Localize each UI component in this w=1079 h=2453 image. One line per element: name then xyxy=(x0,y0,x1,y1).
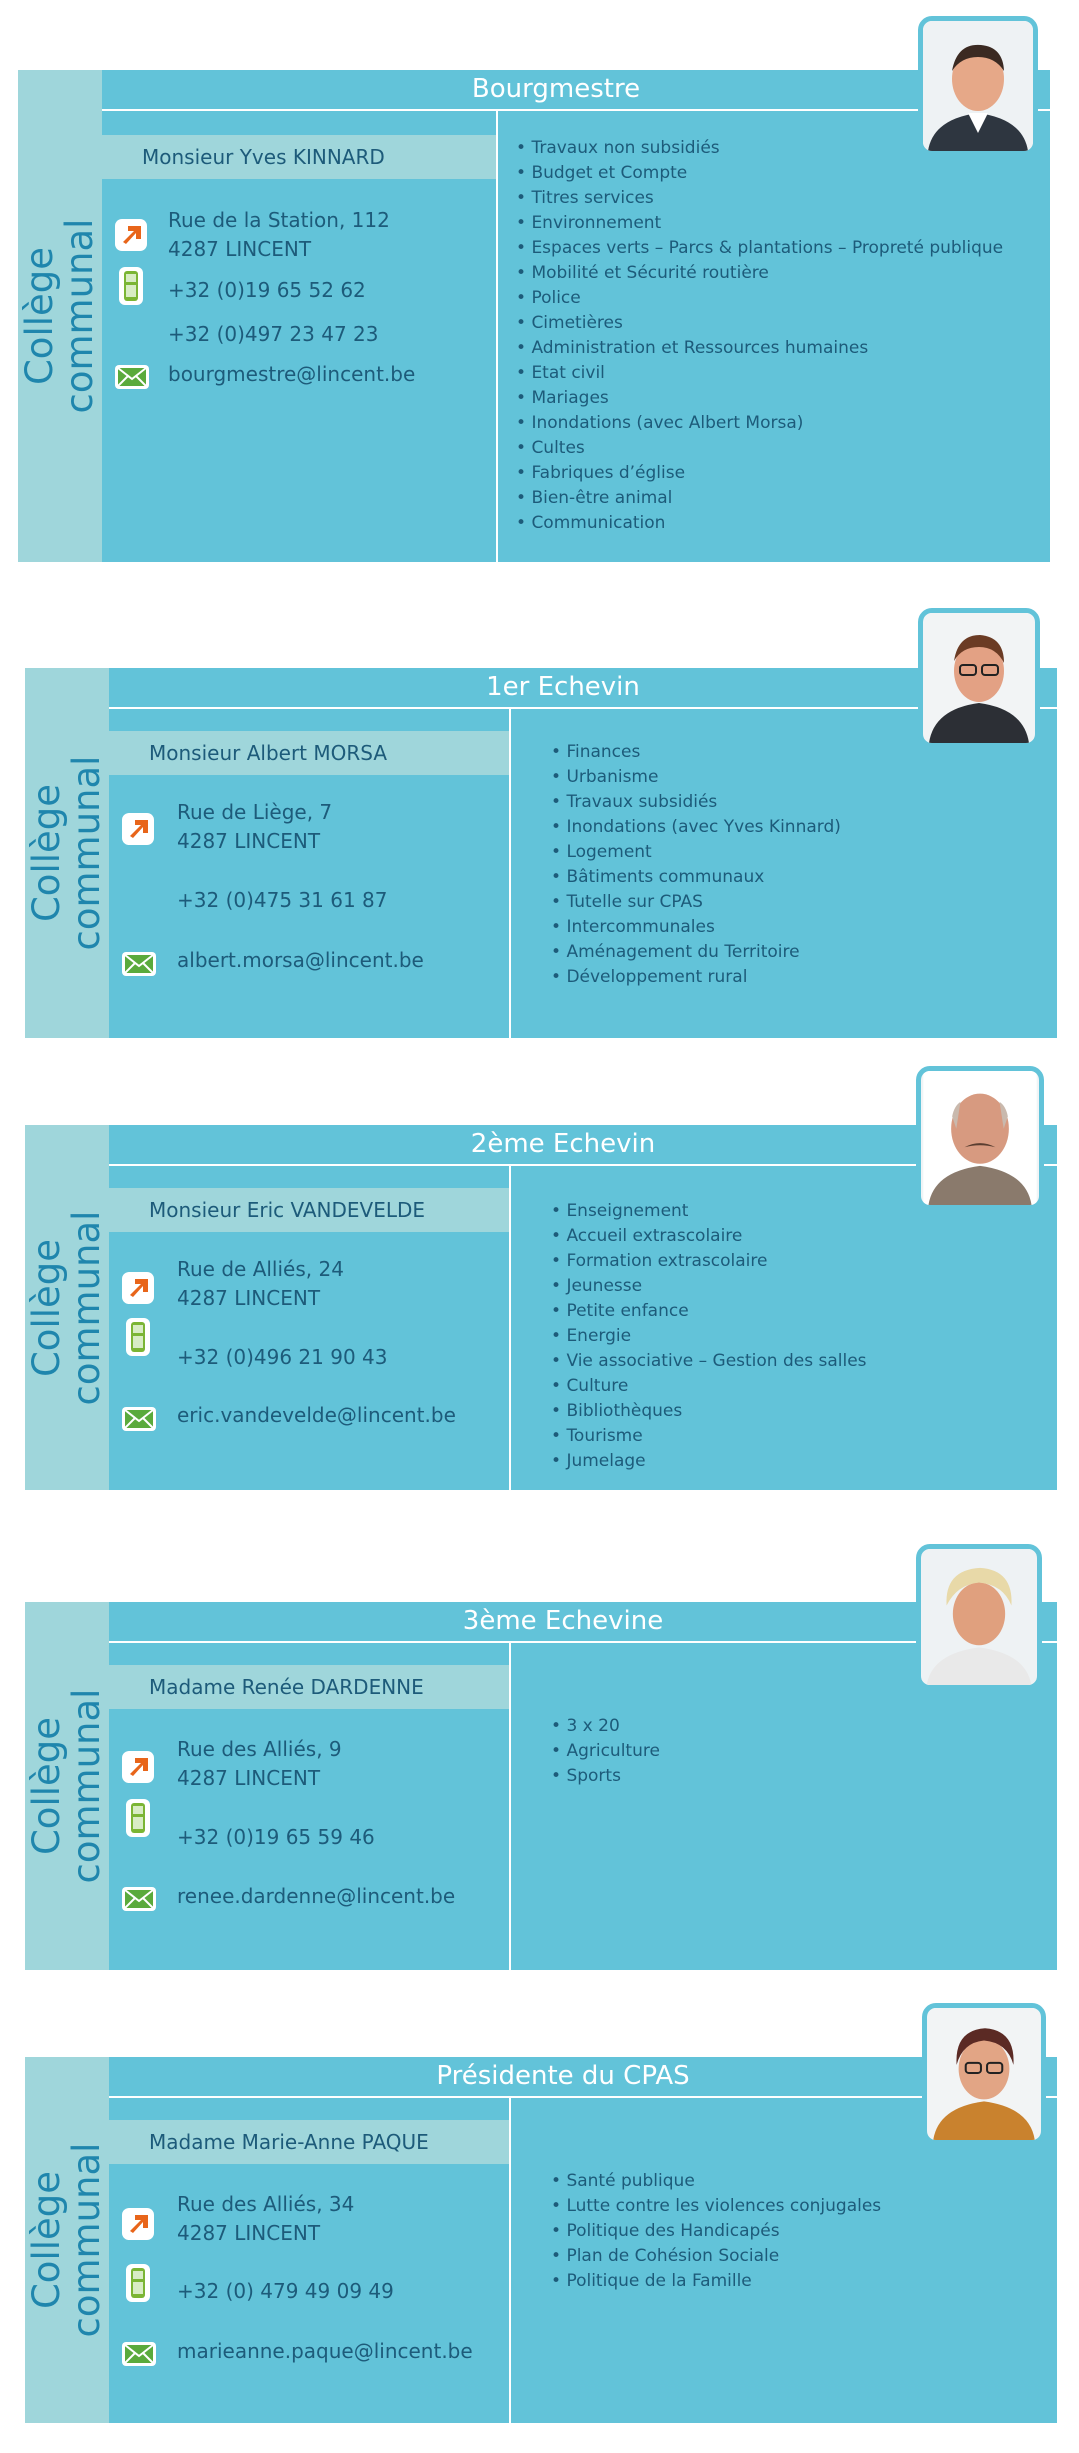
side-label: Collège communal xyxy=(25,1688,108,1884)
email-link[interactable]: bourgmestre@lincent.be xyxy=(168,362,416,386)
email-link[interactable]: albert.morsa@lincent.be xyxy=(177,948,424,972)
list-item: • Travaux non subsidiés xyxy=(516,136,1003,161)
list-item: • Communication xyxy=(516,511,1003,536)
address-line-2: 4287 LINCENT xyxy=(177,1286,321,1310)
list-item: • Titres services xyxy=(516,186,1003,211)
list-item: • Intercommunales xyxy=(551,915,841,940)
card-presidente-cpas xyxy=(25,2057,1057,2423)
list-item: • Vie associative – Gestion des salles xyxy=(551,1349,867,1374)
list-item: • Politique des Handicapés xyxy=(551,2219,881,2244)
mobile-phone-icon xyxy=(118,266,144,306)
address-line-2: 4287 LINCENT xyxy=(177,2221,321,2245)
phone-number[interactable]: +32 (0)19 65 59 46 xyxy=(177,1825,375,1849)
address-line-2: 4287 LINCENT xyxy=(177,1766,321,1790)
list-item: • Tutelle sur CPAS xyxy=(551,890,841,915)
portrait-photo xyxy=(916,1066,1044,1210)
portrait-photo xyxy=(918,608,1040,748)
envelope-icon xyxy=(121,951,157,977)
role-title: 2ème Echevin xyxy=(109,1125,1057,1163)
divider xyxy=(509,1643,511,1970)
list-item: • Lutte contre les violences conjugales xyxy=(551,2194,881,2219)
divider xyxy=(509,709,511,1038)
list-item: • Bien-être animal xyxy=(516,486,1003,511)
person-name: Madame Marie-Anne PAQUE xyxy=(109,2120,509,2164)
side-label-panel xyxy=(25,2057,109,2423)
list-item: • Fabriques d’église xyxy=(516,461,1003,486)
list-item: • Bâtiments communaux xyxy=(551,865,841,890)
person-name: Monsieur Eric VANDEVELDE xyxy=(109,1188,509,1232)
list-item: • Finances xyxy=(551,740,841,765)
side-label-panel xyxy=(18,70,102,562)
side-label-panel xyxy=(25,668,109,1038)
person-name: Monsieur Albert MORSA xyxy=(109,731,509,775)
side-label: Collège communal xyxy=(25,755,108,951)
divider xyxy=(109,2096,1057,2098)
divider xyxy=(509,1166,511,1490)
address-arrow-icon xyxy=(114,218,148,252)
envelope-icon xyxy=(121,1886,157,1912)
mobile-phone-icon xyxy=(125,1798,151,1838)
envelope-icon xyxy=(121,1406,157,1432)
list-item: • Mariages xyxy=(516,386,1003,411)
address-line-1: Rue de la Station, 112 xyxy=(168,208,390,232)
list-item: • Jumelage xyxy=(551,1449,867,1474)
list-item: • Inondations (avec Albert Morsa) xyxy=(516,411,1003,436)
portrait-photo xyxy=(918,16,1038,156)
portfolio-list xyxy=(551,1199,867,1474)
card-2eme-echevin xyxy=(25,1125,1057,1490)
side-label-panel xyxy=(25,1125,109,1490)
phone-number[interactable]: +32 (0) 479 49 09 49 xyxy=(177,2279,394,2303)
list-item: • Petite enfance xyxy=(551,1299,867,1324)
list-item: • Environnement xyxy=(516,211,1003,236)
divider xyxy=(109,1641,1057,1643)
list-item: • Budget et Compte xyxy=(516,161,1003,186)
address-arrow-icon xyxy=(121,812,155,846)
list-item: • Enseignement xyxy=(551,1199,867,1224)
role-title: Présidente du CPAS xyxy=(109,2057,1057,2095)
address-line-1: Rue de Liège, 7 xyxy=(177,800,333,824)
address-arrow-icon xyxy=(121,1750,155,1784)
address-line-1: Rue des Alliés, 9 xyxy=(177,1737,342,1761)
portfolio-list xyxy=(551,2169,881,2294)
list-item: • Logement xyxy=(551,840,841,865)
phone-number[interactable]: +32 (0)475 31 61 87 xyxy=(177,888,388,912)
list-item: • Formation extrascolaire xyxy=(551,1249,867,1274)
list-item: • Plan de Cohésion Sociale xyxy=(551,2244,881,2269)
person-name: Monsieur Yves KINNARD xyxy=(102,135,496,179)
card-bourgmestre xyxy=(18,70,1050,562)
phone-number[interactable]: +32 (0)496 21 90 43 xyxy=(177,1345,388,1369)
list-item: • Accueil extrascolaire xyxy=(551,1224,867,1249)
list-item: • Police xyxy=(516,286,1003,311)
email-link[interactable]: renee.dardenne@lincent.be xyxy=(177,1884,456,1908)
list-item: • Culture xyxy=(551,1374,867,1399)
address-arrow-icon xyxy=(121,2207,155,2241)
portrait-photo xyxy=(916,1544,1042,1690)
divider xyxy=(509,2098,511,2423)
address-line-2: 4287 LINCENT xyxy=(168,237,312,261)
list-item: • Sports xyxy=(551,1764,660,1789)
card-1er-echevin xyxy=(25,668,1057,1038)
email-link[interactable]: eric.vandevelde@lincent.be xyxy=(177,1403,456,1427)
list-item: • Développement rural xyxy=(551,965,841,990)
divider xyxy=(496,111,498,562)
list-item: • Urbanisme xyxy=(551,765,841,790)
portrait-photo xyxy=(922,2003,1046,2145)
portfolio-list xyxy=(516,136,1003,536)
side-label: Collège communal xyxy=(18,218,101,414)
list-item: • Jeunesse xyxy=(551,1274,867,1299)
divider xyxy=(109,707,1057,709)
address-line-2: 4287 LINCENT xyxy=(177,829,321,853)
portfolio-list xyxy=(551,1714,660,1789)
email-link[interactable]: marieanne.paque@lincent.be xyxy=(177,2339,473,2363)
address-line-1: Rue des Alliés, 34 xyxy=(177,2192,355,2216)
side-label-panel xyxy=(25,1602,109,1970)
list-item: • Santé publique xyxy=(551,2169,881,2194)
envelope-icon xyxy=(121,2341,157,2367)
list-item: • Travaux subsidiés xyxy=(551,790,841,815)
list-item: • Tourisme xyxy=(551,1424,867,1449)
list-item: • Administration et Ressources humaines xyxy=(516,336,1003,361)
list-item: • 3 x 20 xyxy=(551,1714,660,1739)
list-item: • Energie xyxy=(551,1324,867,1349)
list-item: • Cultes xyxy=(516,436,1003,461)
side-label: Collège communal xyxy=(25,1210,108,1405)
list-item: • Mobilité et Sécurité routière xyxy=(516,261,1003,286)
envelope-icon xyxy=(114,364,150,390)
role-title: Bourgmestre xyxy=(102,70,1050,108)
list-item: • Agriculture xyxy=(551,1739,660,1764)
address-arrow-icon xyxy=(121,1271,155,1305)
list-item: • Aménagement du Territoire xyxy=(551,940,841,965)
role-title: 1er Echevin xyxy=(109,668,1057,706)
phone-number-mobile[interactable]: +32 (0)497 23 47 23 xyxy=(168,322,379,346)
list-item: • Bibliothèques xyxy=(551,1399,867,1424)
role-title: 3ème Echevine xyxy=(109,1602,1057,1640)
side-label: Collège communal xyxy=(25,2142,108,2338)
mobile-phone-icon xyxy=(125,2263,151,2303)
divider xyxy=(109,1164,1057,1166)
address-line-1: Rue de Alliés, 24 xyxy=(177,1257,344,1281)
list-item: • Etat civil xyxy=(516,361,1003,386)
list-item: • Inondations (avec Yves Kinnard) xyxy=(551,815,841,840)
divider xyxy=(102,109,1050,111)
person-name: Madame Renée DARDENNE xyxy=(109,1665,509,1709)
phone-number[interactable]: +32 (0)19 65 52 62 xyxy=(168,278,366,302)
list-item: • Espaces verts – Parcs & plantations – Propreté publique xyxy=(516,236,1003,261)
list-item: • Cimetières xyxy=(516,311,1003,336)
portfolio-list xyxy=(551,740,841,990)
list-item: • Politique de la Famille xyxy=(551,2269,881,2294)
mobile-phone-icon xyxy=(125,1317,151,1357)
card-3eme-echevine xyxy=(25,1602,1057,1970)
